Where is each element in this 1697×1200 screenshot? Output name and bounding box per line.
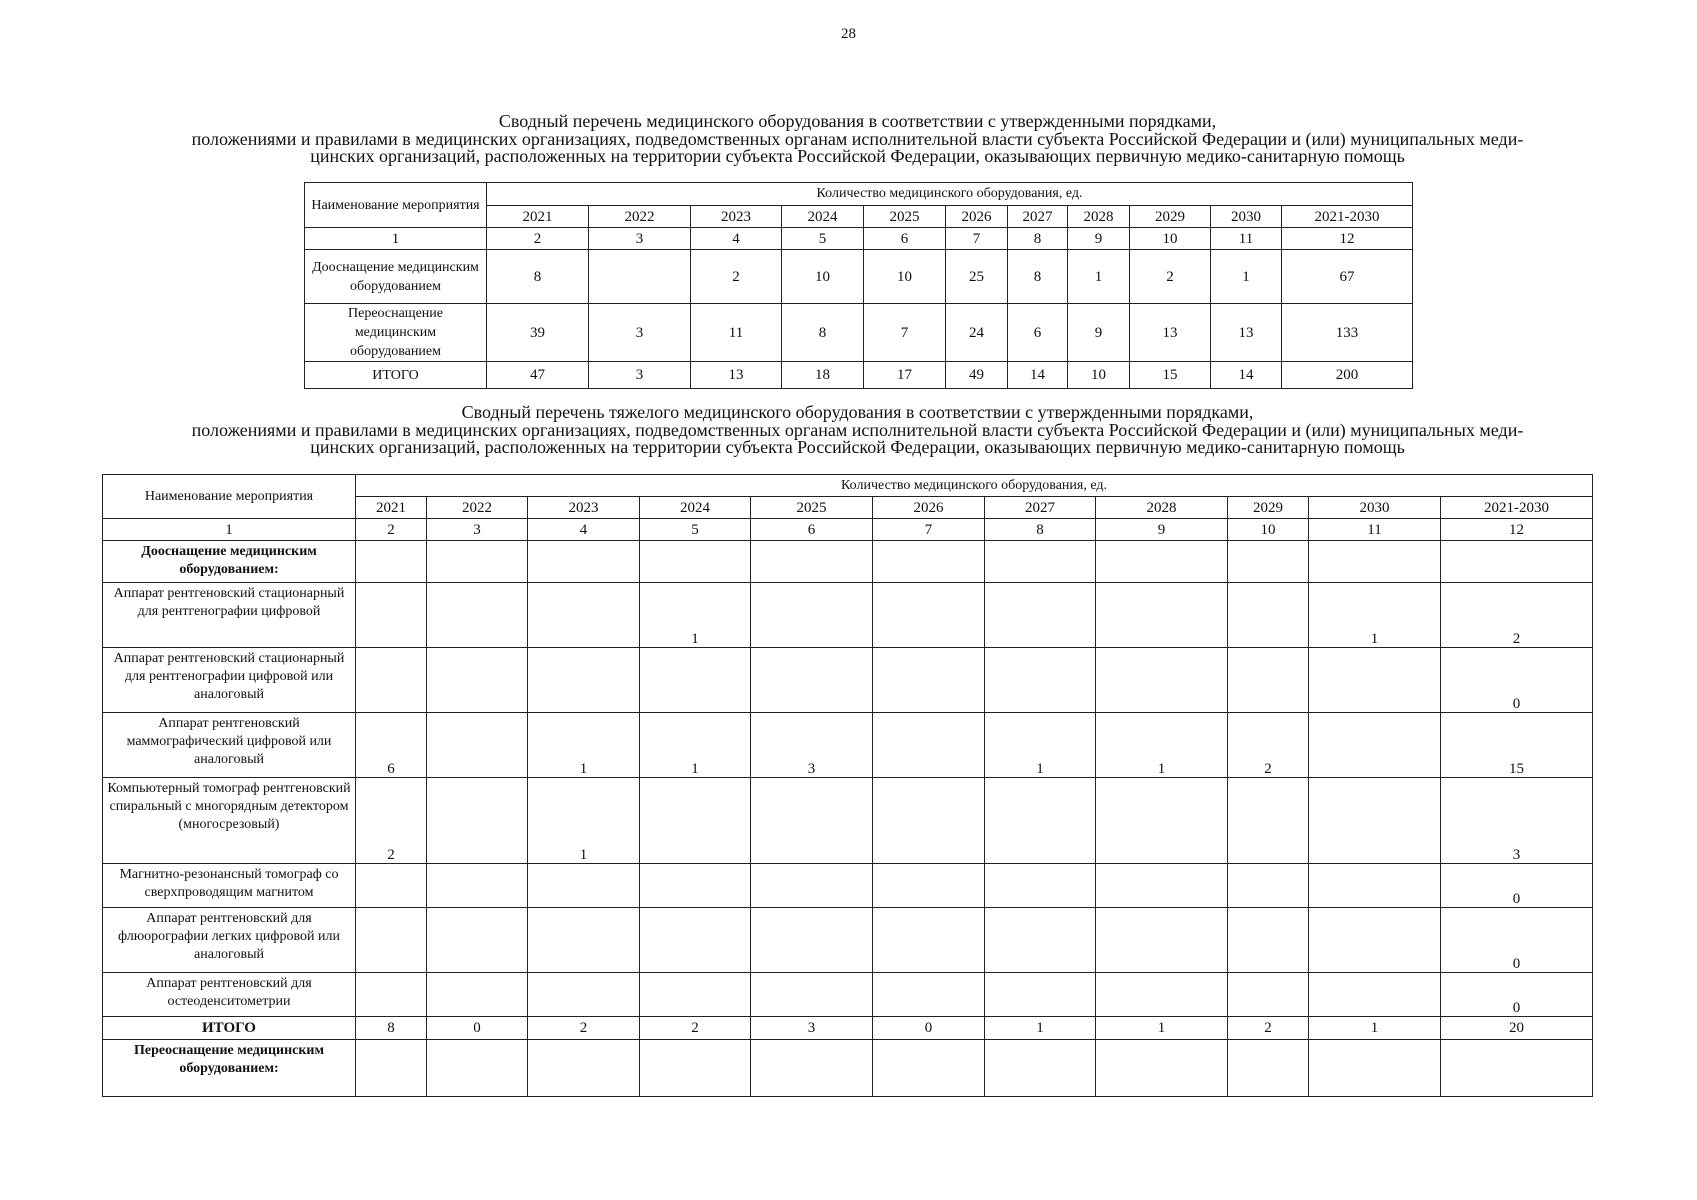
year-header: 2023	[691, 206, 782, 228]
cell-value	[427, 908, 528, 973]
column-number: 4	[691, 228, 782, 250]
table-row	[103, 778, 1593, 864]
cell-value: 10	[864, 250, 946, 304]
column-number: 12	[1282, 228, 1413, 250]
year-header: 2024	[782, 206, 864, 228]
empty-cell	[1441, 1040, 1593, 1097]
column-number: 3	[427, 519, 528, 541]
row-name: Аппарат рентгеновский для флюорографии легких цифровой или аналоговый	[103, 908, 356, 973]
cell-value	[1228, 864, 1309, 908]
cell-value	[873, 583, 985, 648]
row-name: Дооснащение медицинским оборудованием	[305, 250, 487, 304]
cell-value	[427, 778, 528, 864]
year-header: 2027	[1008, 206, 1068, 228]
table2-heading	[110, 404, 1605, 457]
cell-value: 13	[1211, 304, 1282, 362]
column-number: 2	[356, 519, 427, 541]
cell-value: 2	[1130, 250, 1211, 304]
cell-value	[751, 583, 873, 648]
cell-value	[640, 908, 751, 973]
column-number: 6	[751, 519, 873, 541]
column-number: 1	[103, 519, 356, 541]
cell-value: 0	[1441, 908, 1593, 973]
cell-value: 15	[1130, 362, 1211, 389]
cell-value: 3	[589, 362, 691, 389]
year-header: 2024	[640, 497, 751, 519]
cell-value	[985, 973, 1096, 1017]
empty-cell	[1309, 1040, 1441, 1097]
cell-value	[1228, 778, 1309, 864]
column-number: 11	[1309, 519, 1441, 541]
cell-value: 8	[782, 304, 864, 362]
table1-heading	[110, 113, 1605, 166]
cell-value	[873, 648, 985, 713]
cell-value	[1096, 973, 1228, 1017]
cell-value	[427, 713, 528, 778]
total-value: 2	[1228, 1017, 1309, 1040]
cell-value	[427, 864, 528, 908]
cell-value: 10	[782, 250, 864, 304]
empty-cell	[640, 541, 751, 583]
cell-value	[1309, 713, 1441, 778]
cell-value	[1309, 648, 1441, 713]
cell-value: 9	[1068, 304, 1130, 362]
cell-value: 17	[864, 362, 946, 389]
cell-value	[1096, 778, 1228, 864]
cell-value: 0	[1441, 864, 1593, 908]
heading-line: положениями и правилами в медицинских организациях, подведомственных органам исполнительной власти субъекта Российской Федерации и (или) муниципальных меди-	[191, 419, 1524, 440]
cell-value: 1	[985, 713, 1096, 778]
empty-cell	[873, 541, 985, 583]
cell-value	[427, 583, 528, 648]
page-number: 28	[841, 26, 856, 42]
col-name-header: Наименование мероприятия	[305, 183, 487, 228]
cell-value: 6	[1008, 304, 1068, 362]
cell-value	[427, 648, 528, 713]
cell-value: 2	[356, 778, 427, 864]
table-row	[305, 250, 1413, 304]
cell-value	[528, 864, 640, 908]
cell-value: 25	[946, 250, 1008, 304]
row-name: Магнитно-резонансный томограф со сверхпроводящим магнитом	[103, 864, 356, 908]
heading-line: цинских организаций, расположенных на территории субъекта Российской Федерации, оказывающих первичную медико-санитарную помощь	[310, 146, 1405, 166]
year-header: 2025	[864, 206, 946, 228]
heavy-equipment-table	[102, 474, 1593, 1097]
heading-line: Сводный перечень тяжелого медицинского оборудования в соответствии с утвержденными порядками,	[461, 402, 1254, 422]
equipment-table	[304, 182, 1413, 389]
heading-line: цинских организаций, расположенных на территории субъекта Российской Федерации, оказывающих первичную медико-санитарную помощь	[310, 437, 1405, 457]
cell-value: 8	[1008, 250, 1068, 304]
cell-value	[640, 973, 751, 1017]
table-row	[103, 583, 1593, 648]
total-value: 3	[751, 1017, 873, 1040]
cell-value	[873, 778, 985, 864]
table-row	[103, 973, 1593, 1017]
cell-value: 1	[1211, 250, 1282, 304]
cell-value	[751, 648, 873, 713]
year-header: 2022	[427, 497, 528, 519]
year-header: 2021-2030	[1441, 497, 1593, 519]
column-number: 5	[640, 519, 751, 541]
year-header: 2028	[1068, 206, 1130, 228]
cell-value: 24	[946, 304, 1008, 362]
cell-value: 1	[640, 583, 751, 648]
cell-value: 18	[782, 362, 864, 389]
year-header: 2021	[356, 497, 427, 519]
cell-value	[1228, 648, 1309, 713]
cell-value	[528, 973, 640, 1017]
cell-value: 6	[356, 713, 427, 778]
total-value: 2	[528, 1017, 640, 1040]
empty-cell	[528, 541, 640, 583]
total-value: 1	[985, 1017, 1096, 1040]
cell-value	[985, 583, 1096, 648]
cell-value: 47	[487, 362, 589, 389]
cell-value: 49	[946, 362, 1008, 389]
empty-cell	[640, 1040, 751, 1097]
cell-value	[873, 973, 985, 1017]
column-number: 6	[864, 228, 946, 250]
cell-value: 0	[1441, 973, 1593, 1017]
cell-value: 3	[1441, 778, 1593, 864]
cell-value	[1309, 973, 1441, 1017]
year-header: 2026	[873, 497, 985, 519]
table-row	[305, 362, 1413, 389]
cell-value: 15	[1441, 713, 1593, 778]
cell-value: 1	[528, 713, 640, 778]
section-title: Дооснащение медицинским оборудованием:	[103, 541, 356, 583]
cell-value	[873, 864, 985, 908]
column-number: 7	[946, 228, 1008, 250]
cell-value: 1	[528, 778, 640, 864]
column-number: 9	[1068, 228, 1130, 250]
column-number: 10	[1130, 228, 1211, 250]
total-value: 1	[1096, 1017, 1228, 1040]
table-row	[103, 648, 1593, 713]
year-header: 2028	[1096, 497, 1228, 519]
column-number: 10	[1228, 519, 1309, 541]
year-header: 2025	[751, 497, 873, 519]
cell-value	[356, 648, 427, 713]
column-number: 9	[1096, 519, 1228, 541]
cell-value	[751, 864, 873, 908]
empty-cell	[1309, 541, 1441, 583]
year-header: 2030	[1211, 206, 1282, 228]
row-name: Компьютерный томограф рентгеновский спиральный с многорядным детектором (многосрезовый)	[103, 778, 356, 864]
empty-cell	[528, 1040, 640, 1097]
total-label: ИТОГО	[103, 1017, 356, 1040]
cell-value: 2	[1441, 583, 1593, 648]
row-name: Переоснащение медицинским оборудованием	[305, 304, 487, 362]
cell-value: 2	[1228, 713, 1309, 778]
empty-cell	[1228, 1040, 1309, 1097]
cell-value	[873, 908, 985, 973]
cell-value	[1309, 864, 1441, 908]
total-value: 20	[1441, 1017, 1593, 1040]
total-row	[103, 1017, 1593, 1040]
cell-value	[1096, 908, 1228, 973]
col-name-header: Наименование мероприятия	[103, 475, 356, 519]
year-header: 2027	[985, 497, 1096, 519]
heading-line: положениями и правилами в медицинских организациях, подведомственных органам исполнительной власти субъекта Российской Федерации и (или) муниципальных меди-	[191, 128, 1524, 149]
year-header: 2021	[487, 206, 589, 228]
empty-cell	[356, 541, 427, 583]
qty-header: Количество медицинского оборудования, ед.	[487, 183, 1413, 206]
year-header: 2021-2030	[1282, 206, 1413, 228]
cell-value: 14	[1008, 362, 1068, 389]
cell-value	[1309, 908, 1441, 973]
column-number: 12	[1441, 519, 1593, 541]
cell-value	[640, 864, 751, 908]
cell-value	[873, 713, 985, 778]
cell-value: 14	[1211, 362, 1282, 389]
empty-cell	[1096, 1040, 1228, 1097]
column-number: 8	[985, 519, 1096, 541]
cell-value	[640, 648, 751, 713]
cell-value	[985, 778, 1096, 864]
cell-value	[985, 864, 1096, 908]
empty-cell	[427, 541, 528, 583]
cell-value	[751, 778, 873, 864]
heading-line: Сводный перечень медицинского оборудования в соответствии с утвержденными порядками,	[498, 111, 1217, 131]
cell-value: 200	[1282, 362, 1413, 389]
cell-value	[1309, 778, 1441, 864]
empty-cell	[427, 1040, 528, 1097]
year-header: 2029	[1228, 497, 1309, 519]
cell-value: 2	[691, 250, 782, 304]
total-value: 1	[1309, 1017, 1441, 1040]
cell-value: 67	[1282, 250, 1413, 304]
cell-value: 133	[1282, 304, 1413, 362]
cell-value: 0	[1441, 648, 1593, 713]
cell-value	[356, 908, 427, 973]
cell-value: 13	[1130, 304, 1211, 362]
cell-value: 11	[691, 304, 782, 362]
cell-value: 13	[691, 362, 782, 389]
cell-value	[640, 778, 751, 864]
cell-value: 1	[1068, 250, 1130, 304]
table-row	[305, 304, 1413, 362]
cell-value: 3	[589, 304, 691, 362]
cell-value	[528, 648, 640, 713]
column-number: 4	[528, 519, 640, 541]
section-row	[103, 1040, 1593, 1097]
section-title: Переоснащение медицинским оборудованием:	[103, 1040, 356, 1097]
year-header: 2026	[946, 206, 1008, 228]
cell-value: 8	[487, 250, 589, 304]
year-header: 2030	[1309, 497, 1441, 519]
cell-value	[985, 908, 1096, 973]
column-number: 7	[873, 519, 985, 541]
year-header: 2023	[528, 497, 640, 519]
cell-value: 3	[751, 713, 873, 778]
table-row	[103, 713, 1593, 778]
total-value: 8	[356, 1017, 427, 1040]
column-number: 11	[1211, 228, 1282, 250]
year-header: 2029	[1130, 206, 1211, 228]
empty-cell	[873, 1040, 985, 1097]
cell-value	[528, 908, 640, 973]
cell-value	[1228, 583, 1309, 648]
section-row	[103, 541, 1593, 583]
empty-cell	[1228, 541, 1309, 583]
table-row	[103, 908, 1593, 973]
cell-value	[356, 973, 427, 1017]
cell-value	[1096, 648, 1228, 713]
cell-value	[1096, 583, 1228, 648]
cell-value: 10	[1068, 362, 1130, 389]
cell-value	[1228, 973, 1309, 1017]
row-name: Аппарат рентгеновский маммографический цифровой или аналоговый	[103, 713, 356, 778]
column-number: 1	[305, 228, 487, 250]
cell-value	[1228, 908, 1309, 973]
column-number: 8	[1008, 228, 1068, 250]
cell-value: 7	[864, 304, 946, 362]
cell-value	[528, 583, 640, 648]
qty-header: Количество медицинского оборудования, ед.	[356, 475, 1593, 497]
cell-value	[751, 908, 873, 973]
total-value: 2	[640, 1017, 751, 1040]
empty-cell	[985, 541, 1096, 583]
cell-value	[427, 973, 528, 1017]
total-value: 0	[427, 1017, 528, 1040]
table-row	[103, 864, 1593, 908]
empty-cell	[356, 1040, 427, 1097]
empty-cell	[985, 1040, 1096, 1097]
cell-value	[985, 648, 1096, 713]
cell-value	[1096, 864, 1228, 908]
empty-cell	[751, 541, 873, 583]
year-header: 2022	[589, 206, 691, 228]
total-value: 0	[873, 1017, 985, 1040]
row-name: ИТОГО	[305, 362, 487, 389]
cell-value	[589, 250, 691, 304]
cell-value: 1	[640, 713, 751, 778]
row-name: Аппарат рентгеновский для остеоденситометрии	[103, 973, 356, 1017]
empty-cell	[1096, 541, 1228, 583]
cell-value	[356, 583, 427, 648]
cell-value	[356, 864, 427, 908]
column-number: 2	[487, 228, 589, 250]
cell-value: 1	[1309, 583, 1441, 648]
cell-value: 39	[487, 304, 589, 362]
cell-value	[751, 973, 873, 1017]
row-name: Аппарат рентгеновский стационарный для рентгенографии цифровой или аналоговый	[103, 648, 356, 713]
row-name: Аппарат рентгеновский стационарный для рентгенографии цифровой	[103, 583, 356, 648]
cell-value: 1	[1096, 713, 1228, 778]
column-number: 5	[782, 228, 864, 250]
column-number: 3	[589, 228, 691, 250]
empty-cell	[1441, 541, 1593, 583]
empty-cell	[751, 1040, 873, 1097]
